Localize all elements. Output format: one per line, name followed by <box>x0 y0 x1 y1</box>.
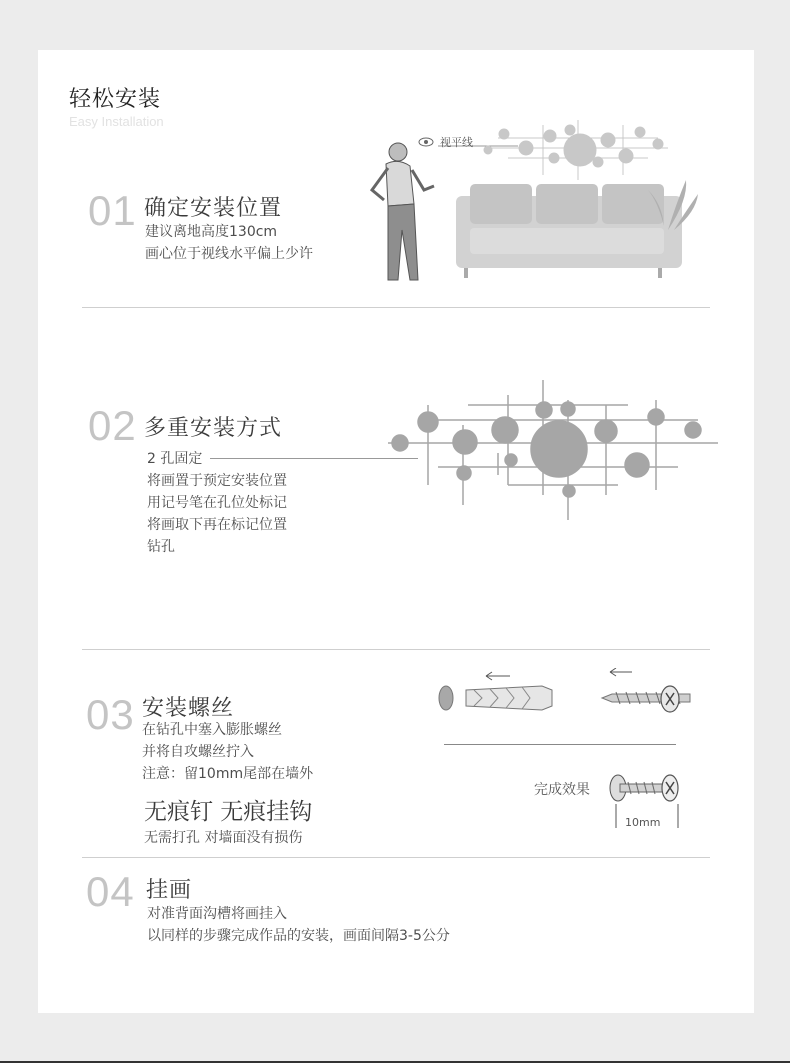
step-2-line-4: 钻孔 <box>147 539 175 555</box>
arrow-left-icon <box>486 672 510 680</box>
step-4-line-1: 对准背面沟槽将画挂入 <box>147 906 287 922</box>
step-4-line-2: 以同样的步骤完成作品的安装，画面间隔3-5公分 <box>147 928 450 944</box>
step-4-text <box>147 903 450 947</box>
step-3-line-3: 注意：留10mm尾部在墙外 <box>142 766 314 782</box>
living-room-illustration <box>358 120 698 290</box>
step-3-line-1: 在钻孔中塞入膨胀螺丝 <box>142 722 282 738</box>
step-3-text <box>142 719 313 785</box>
wall-art-large <box>378 375 728 525</box>
step-4-number: 04 <box>86 868 135 915</box>
step-3-line-2: 并将自攻螺丝拧入 <box>142 744 254 760</box>
divider-3 <box>82 857 710 858</box>
wall-anchor <box>466 686 552 710</box>
step-2-line-1: 将画置于预定安装位置 <box>147 473 287 489</box>
arrow-left-icon-2 <box>610 668 632 676</box>
step-2-title: 多重安装方式 <box>144 416 283 441</box>
diagram-divider <box>444 744 676 745</box>
wall-art-small <box>484 120 668 180</box>
step-1-line-1: 建议离地高度130cm <box>145 224 278 240</box>
step-1-text <box>145 221 313 265</box>
step-4-title: 挂画 <box>146 878 193 903</box>
instruction-card <box>38 50 754 1013</box>
step-2-text <box>147 470 287 558</box>
page-title: 轻松安装 <box>69 87 162 112</box>
result-label: 完成效果 <box>534 782 590 798</box>
divider-1 <box>82 307 710 308</box>
step-3-alt-title: 无痕钉 无痕挂钩 <box>144 799 313 825</box>
measure-label: 10mm <box>625 816 661 829</box>
person-figure <box>372 143 434 280</box>
step-2-method: 2 孔固定 <box>147 451 203 467</box>
step-2-number: 02 <box>88 402 137 449</box>
eye-icon <box>419 138 433 146</box>
step-3-title: 安装螺丝 <box>142 696 235 721</box>
screw-head-icon <box>660 684 682 714</box>
step-1-number: 01 <box>88 187 137 234</box>
step-2-line-2: 用记号笔在孔位处标记 <box>147 495 287 511</box>
screw-diagram <box>434 668 694 738</box>
step-1-title: 确定安装位置 <box>144 196 283 221</box>
step-3-number: 03 <box>86 691 135 738</box>
step-2-line-3: 将画取下再在标记位置 <box>147 517 287 533</box>
page-subtitle: Easy Installation <box>69 114 164 129</box>
step-1-line-2: 画心位于视线水平偏上少许 <box>145 246 313 262</box>
divider-2 <box>82 649 710 650</box>
eye-level-label: 视平线 <box>440 136 473 149</box>
sofa <box>456 184 682 278</box>
step-3-alt-line: 无需打孔 对墙面没有损伤 <box>144 830 303 846</box>
drill-hole <box>439 686 453 710</box>
